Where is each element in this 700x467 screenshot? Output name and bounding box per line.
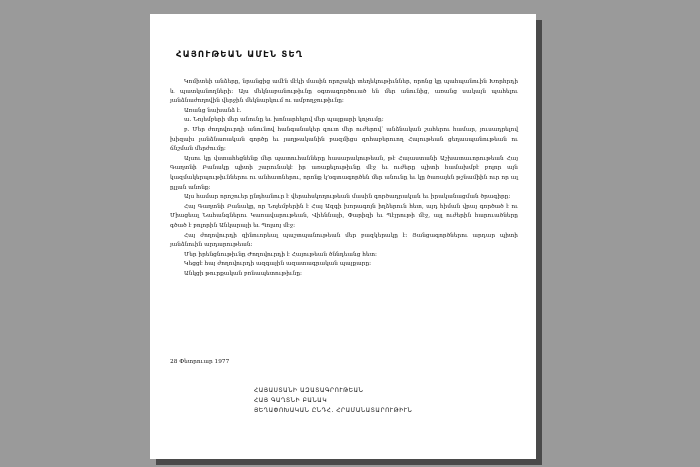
paragraph-slogan-2: Անկցի թուրքական բռնապետութիւնը:: [184, 270, 303, 277]
signature-line-3: ՅԵՂԱՓՈԽԱԿԱՆ ԸՆԴՀ. ՀՐԱՄԱՆԱՏԱՐՈՒԹԻՒՆ: [254, 408, 413, 415]
document-title: ՀԱՅՈՒԹԵԱՆ ԱՄԷՆ ՏԵՂ: [176, 50, 304, 60]
signature-line-1: ՀԱՅԱՍՏԱՆԻ ԱԶԱՏԱԳՐՈՒԹԵԱՆ: [254, 388, 364, 394]
document-body: [170, 78, 518, 279]
document-date: 28 Փետրուար 1977: [170, 359, 230, 365]
paragraph-point-b: բ. Մեր ժողովուրդի անունով հանգանակեր զուտ մեր ուժերով՝ անձնական շահերու համար, յուսադրելով խիզախ յանձնառական գործը եւ յաղթականին բազմիցս զոհաբերուող Հայութեան ցեղասպանութեան ու ճնշման մերժումը:: [170, 126, 518, 153]
paragraph-slogan-1: Կեցցէ հայ ժողովուրդի ազգային ազատագրական պայքարը:: [184, 261, 372, 268]
paragraph-assurance: Այսու կը վստահեցնենք մեր պատուհանները հասարակութեան, թէ Հայաստանի Աշխատաւորութեան Հայ Գաղտնի Բանակը պիտի շարունակէ իր առաքելութիւնը մէջ եւ ուժերը պիտի համախմբէ բոլոր այն կազմակերպութիւններու ու անհատներու, որոնք կ՚օգտագործեն մեր անունը եւ կը ծառայեն թշնամիին ուր որ ալ ըլլան անոնք:: [170, 155, 518, 191]
paragraph-army-actions: Հայ Գաղտնի Բանակը, որ Նոյեմբերին է Հայ Ազգի խորագոյն իղձերուն հետ, այդ հիման վրայ գործած է ու Միացեալ Նահանգներու Կառավարութեան, Վիեննայի, Փարիզի եւ Պէյրութի մէջ, այլ ուժերին հարուածները գծած է բոլորին Անկարայի եւ Պոլսոյ մէջ:: [170, 203, 518, 229]
paragraph-intro: Կոմիտեի անձերը, նրանցից ամէն մէկի մասին որոշակի տեղեկութիւններ, որոնց կը պահպանուին Խորհրդի և պատկանողների: Այս մեկնաբանութիւնը օգտագործուած են մեր անունից, առանց սակայն պահելու յանձնաժողովին վերջին մեկնարկում ու ամբողջութիւնը:: [170, 79, 518, 105]
signature-line-2: ՀԱՅ ԳԱՂՏՆԻ ԲԱՆԱԿ: [254, 398, 328, 405]
signature-block: [254, 386, 412, 417]
paragraph-point-a: ա. Նոյեմբերի մեր անունը եւ խոնարհելով մեր պայքարի կոչումը:: [184, 117, 384, 124]
paragraph-decision: Այս համար որոշուեր ընդհանուր է վերահսկողութեան մասին գործադրական եւ իրականացման ծրագիրը:: [184, 194, 511, 201]
paragraph-declaration: Առանց նախանձ է.: [184, 107, 242, 114]
document-page: [150, 14, 536, 459]
paragraph-identity: Մեր իրենցնութիւնը Ժողովուրդի է Հայութեան ծննդեանց հետ:: [184, 251, 377, 258]
paragraph-defense: Հայ ժողովուրդի զինուորեալ պաշտպանութեան մեր բազկերակը է: Յանցագործներու արդար պիտի յանձնուին արդարութեան:: [170, 232, 518, 249]
